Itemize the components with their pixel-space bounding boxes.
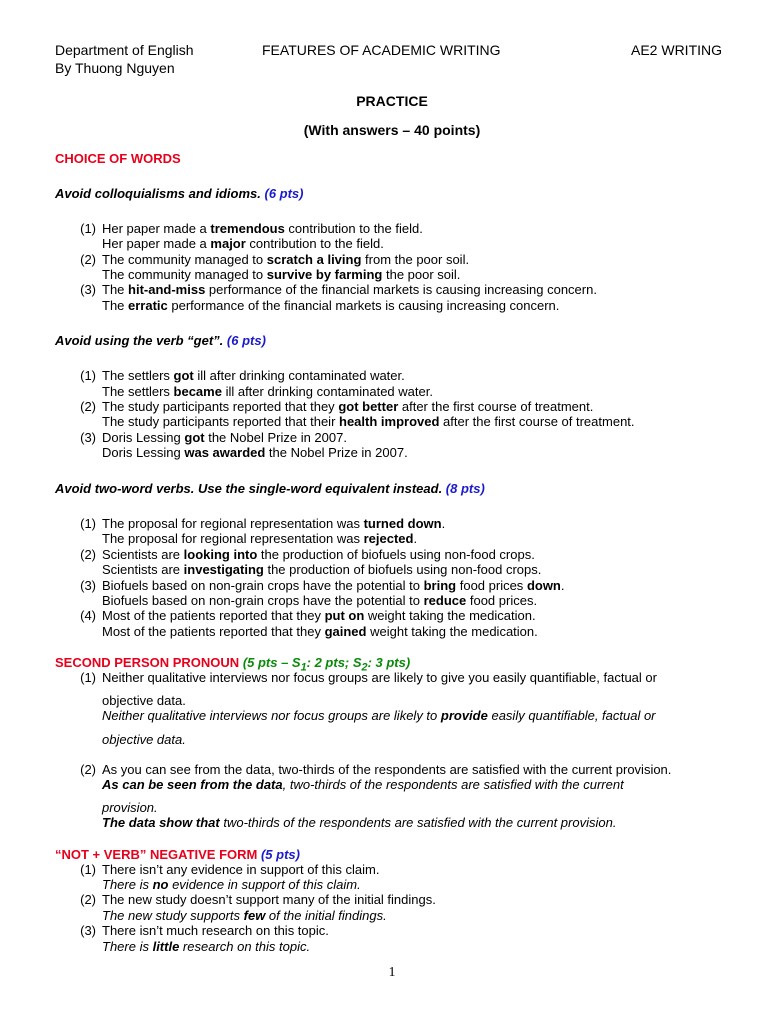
answer-line: Most of the patients reported that they gained weight taking the medication. [102, 624, 538, 639]
points-label: (5 pts) [260, 847, 300, 862]
question-line: There isn’t any evidence in support of this claim. [102, 862, 380, 877]
item-number: (2) [80, 892, 96, 907]
item-number: (3) [80, 430, 96, 445]
answer-line: The erratic performance of the financial markets is causing increasing concern. [102, 298, 560, 313]
answer-line: The new study supports few of the initial findings. [102, 908, 387, 923]
item-number: (2) [80, 547, 96, 562]
page-subtitle: (With answers – 40 points) [303, 122, 481, 138]
question-line: The new study doesn’t support many of the initial findings. [102, 892, 436, 907]
question-line: Doris Lessing got the Nobel Prize in 2007. [102, 430, 347, 445]
question-line: The hit-and-miss performance of the financial markets is causing increasing concern. [102, 282, 597, 297]
answer-line: The study participants reported that their health improved after the first course of treatment. [102, 414, 635, 429]
question-line: Scientists are looking into the production of biofuels using non-food crops. [102, 547, 535, 562]
page-number: 1 [388, 965, 396, 980]
question-line: The community managed to scratch a living from the poor soil. [102, 252, 470, 267]
item-number: (3) [80, 578, 96, 593]
answer-line: Scientists are investigating the production of biofuels using non-food crops. [102, 562, 542, 577]
answer-line: Biofuels based on non-grain crops have the potential to reduce food prices. [102, 593, 538, 608]
header-department: Department of English [55, 42, 194, 58]
question-line: Biofuels based on non-grain crops have the potential to bring food prices down. [102, 578, 565, 593]
points-label: (6 pts) [226, 333, 266, 348]
item-number: (3) [80, 282, 96, 297]
answer-line: provision. [102, 800, 158, 815]
question-line: The proposal for regional representation was turned down. [102, 516, 446, 531]
answer-line: Her paper made a major contribution to the field. [102, 236, 384, 251]
item-number: (2) [80, 762, 96, 777]
item-number: (1) [80, 670, 96, 685]
points-label: (6 pts) [264, 186, 304, 201]
answer-line: objective data. [102, 732, 186, 747]
answer-line: The community managed to survive by farming the poor soil. [102, 267, 461, 282]
item-number: (2) [80, 252, 96, 267]
answer-line: The proposal for regional representation was rejected. [102, 531, 418, 546]
points-label: (8 pts) [445, 481, 485, 496]
answer-line: As can be seen from the data, two-thirds of the respondents are satisfied with the current [102, 777, 624, 792]
section-heading-second-person: SECOND PERSON PRONOUN (5 pts – $S_1$: 2 pts; $S_2$: 3 pts) [55, 655, 411, 674]
question-line: The settlers got ill after drinking contaminated water. [102, 368, 405, 383]
question-line: There isn’t much research on this topic. [102, 923, 329, 938]
section-heading-choice-of-words: CHOICE OF WORDS [55, 151, 181, 166]
item-number: (1) [80, 862, 96, 877]
header-title: FEATURES OF ACADEMIC WRITING [262, 42, 501, 58]
question-line: objective data. [102, 693, 186, 708]
item-number: (4) [80, 608, 96, 623]
answer-line: There is no evidence in support of this claim. [102, 877, 361, 892]
item-number: (3) [80, 923, 96, 938]
question-line: As you can see from the data, two-thirds of the respondents are satisfied with the current provision. [102, 762, 672, 777]
subheading-verb-get: Avoid using the verb “get”. (6 pts) [55, 333, 266, 348]
item-number: (1) [80, 221, 96, 236]
header-course: AE2 WRITING [631, 42, 723, 58]
question-line: Neither qualitative interviews nor focus groups are likely to give you easily quantifiable, factual or [102, 670, 657, 685]
question-line: The study participants reported that they got better after the first course of treatment. [102, 399, 594, 414]
answer-line: The settlers became ill after drinking contaminated water. [102, 384, 433, 399]
subheading-colloquialisms: Avoid colloquialisms and idioms. (6 pts) [55, 186, 304, 201]
item-number: (1) [80, 368, 96, 383]
item-number: (1) [80, 516, 96, 531]
answer-line: Doris Lessing was awarded the Nobel Prize in 2007. [102, 445, 408, 460]
header-author: By Thuong Nguyen [55, 60, 175, 76]
question-line: Her paper made a tremendous contribution to the field. [102, 221, 423, 236]
answer-line: There is little research on this topic. [102, 939, 311, 954]
answer-line: The data show that two-thirds of the respondents are satisfied with the current provision. [102, 815, 617, 830]
page-title: PRACTICE [356, 93, 428, 109]
question-line: Most of the patients reported that they put on weight taking the medication. [102, 608, 536, 623]
answer-line: Neither qualitative interviews nor focus groups are likely to provide easily quantifiable, factual or [102, 708, 656, 723]
subheading-two-word-verbs: Avoid two-word verbs. Use the single-word equivalent instead. (8 pts) [55, 481, 485, 496]
item-number: (2) [80, 399, 96, 414]
section-heading-negative-form: “NOT + VERB” NEGATIVE FORM (5 pts) [55, 847, 300, 862]
